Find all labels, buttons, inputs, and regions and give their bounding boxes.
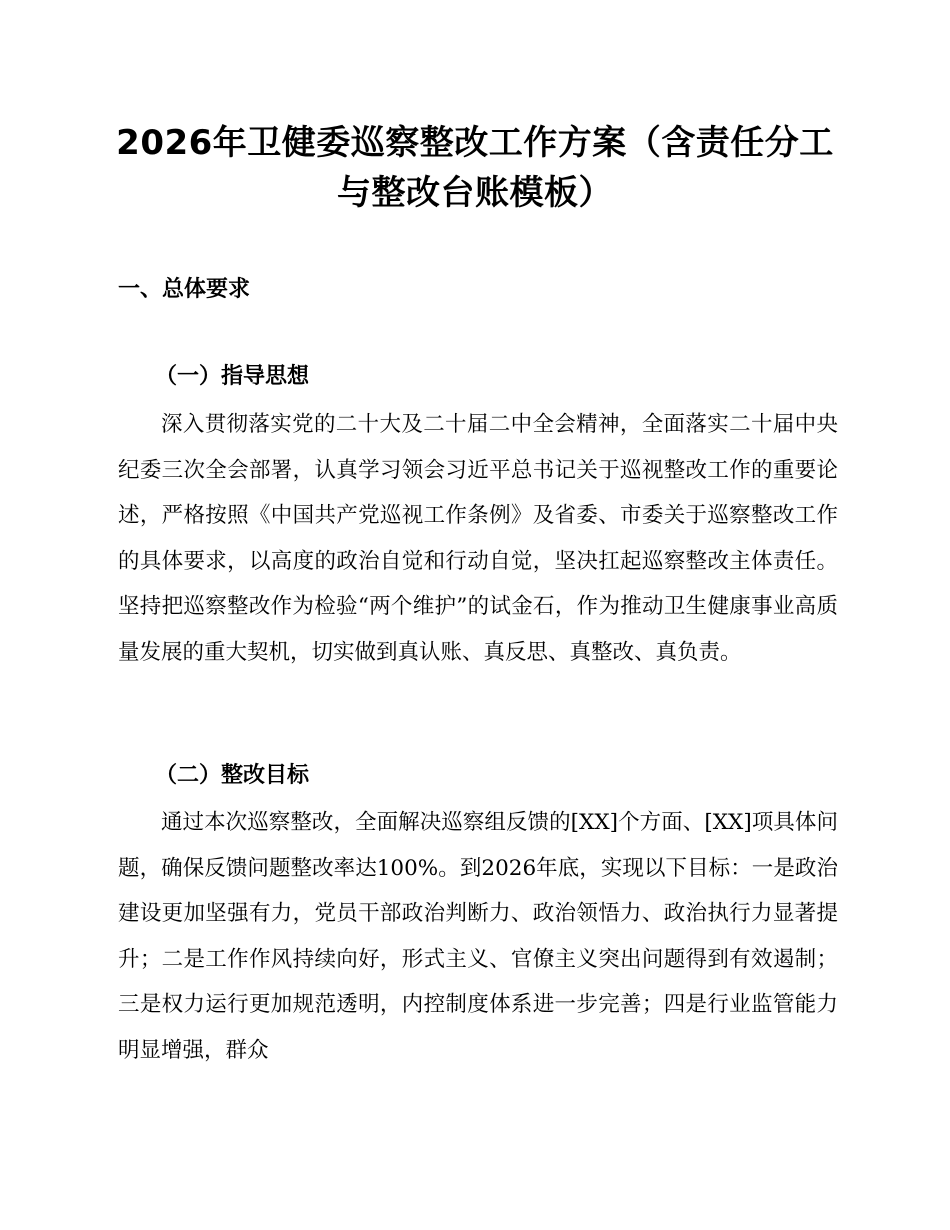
document-title-line-1: 2026年卫健委巡察整改工作方案（含责任分工 [116, 123, 834, 163]
sub-heading-rectification-goals: （二）整改目标 [155, 762, 310, 788]
document-title-line-2: 与整改台账模板） [337, 173, 613, 213]
paragraph-guiding-ideology: 深入贯彻落实党的二十大及二十届二中全会精神，全面落实二十届中央纪委三次全会部署，认真学习领会习近平总书记关于巡视整改工作的重要论述，严格按照《中国共产党巡视工作条例》及省委、市委关于巡察整改工作的具体要求，以高度的政治自觉和行动自觉，坚决扛起巡察整改主体责任。坚持把巡察整改作为检验“两个维护”的试金石，作为推动卫生健康事业高质量发展的重大契机，切实做到真认账、真反思、真整改、真负责。 [118, 412, 838, 665]
document-title [95, 118, 855, 218]
section-heading-general-requirements: 一、总体要求 [118, 277, 251, 302]
paragraph-rectification-goals: 通过本次巡察整改，全面解决巡察组反馈的[XX]个方面、[XX]项具体问题，确保反馈问题整改率达100%。到2026年底，实现以下目标：一是政治建设更加坚强有力，党员干部政治判断力、政治领悟力、政治执行力显著提升；二是工作作风持续向好，形式主义、官僚主义突出问题得到有效遏制；三是权力运行更加规范透明，内控制度体系进一步完善；四是行业监管能力明显增强，群众 [118, 810, 838, 1063]
sub-heading-guiding-ideology: （一）指导思想 [155, 363, 310, 389]
